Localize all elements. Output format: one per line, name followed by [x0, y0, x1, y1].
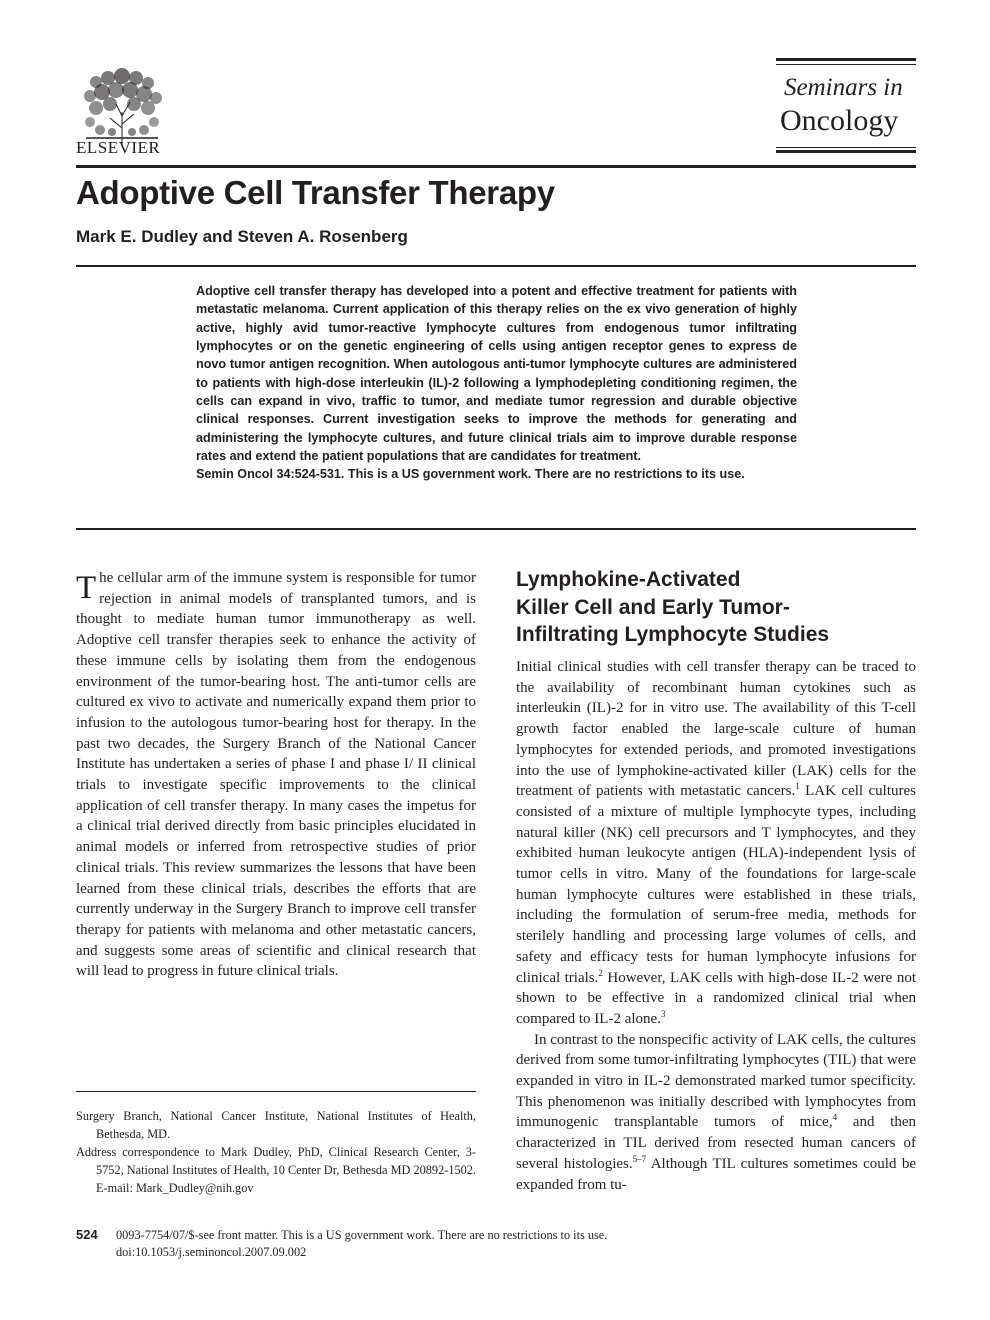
section-heading — [516, 566, 916, 649]
journal-name-line2: Oncology — [780, 104, 899, 137]
journal-name-line1: Seminars in — [784, 74, 903, 101]
abstract-top-rule — [76, 265, 916, 267]
paragraph-text: LAK cell cultures consisted of a mixture of multiple lymphocyte types, including natural killer (NK) cell precursors and T lymphocytes, and they exhibited human leukocyte antigen (HLA)-independent lysis of tumor cells in vitro. Many of the foundations for large-scale human lymphocyte cultures were established in these trials, including the formulation of serum-free media, methods for sterilely handling and processing large volumes of cells, and safety and efficacy tests for human lymphocyte infusions for clinical trials. — [516, 783, 916, 986]
paragraph-text: In contrast to the nonspecific activity of LAK cells, the cultures derived from some tumor-infiltrating lymphocytes (TIL) that were expanded in vitro in IL-2 demonstrated marked tumor specificity. This phenomenon was initially described with lymphocytes from immunogenic transplantable tumors of mice, — [516, 1031, 916, 1131]
correspondence-note: Address correspondence to Mark Dudley, PhD, Clinical Research Center, 3-5752, National Institutes of Health, 10 Center Dr, Bethesda MD 20892-1502. E-mail: Mark_Dudley@nih.gov — [76, 1145, 476, 1195]
page-number: 524 — [76, 1227, 98, 1242]
journal-masthead — [776, 58, 916, 154]
intro-paragraph — [76, 568, 476, 982]
abstract-citation: Semin Oncol 34:524-531. This is a US government work. There are no restrictions to its use. — [196, 467, 745, 482]
reference-link[interactable]: 4 — [832, 1112, 838, 1123]
reference-link[interactable]: 1 — [795, 781, 800, 792]
intro-column — [76, 568, 476, 982]
intro-text: he cellular arm of the immune system is responsible for tumor rejection in animal models of transplanted tumors, and is thought to mediate human tumor immunotherapy as well. Adoptive cell transfer therapies seek to enhance the activity of these immune cells by isolating them from the endogenous environment of the tumor-bearing host. The anti-tumor cells are cultured ex vivo to activate and numerically expand them prior to infusion to the autologous tumor-bearing host for therapy. In the past two decades, the Surgery Branch of the National Cancer Institute has undertaken a series of phase I and phase I/ II clinical trials to investigate specific improvements to the clinical application of cell transfer therapy. In many cases the impetus for a clinical trial derived directly from basic principles elucidated in animal models or inferred from retrospective studies of prior clinical trials. This review summarizes the lessons that have been learned from these clinical trials, describes the efforts that are currently underway in the Surgery Branch to improve cell transfer therapy for patients with melanoma and other metastatic cancers, and suggests some areas of scientific and clinical research that will lead to progress in future clinical trials. — [76, 570, 476, 980]
article-title: Adoptive Cell Transfer Therapy — [76, 174, 555, 211]
section-heading-line2: Killer Cell and Early Tumor- — [516, 595, 790, 619]
publisher-name: ELSEVIER — [76, 138, 161, 157]
affiliation-note: Surgery Branch, National Cancer Institute, National Institutes of Health, Bethesda, MD. — [76, 1109, 476, 1141]
abstract-text: Adoptive cell transfer therapy has developed into a potent and effective treatment for patients with metastatic melanoma. Current application of this therapy relies on the ex vivo generation of highly active, highly avid tumor-reactive lymphocyte cultures from endogenous tumor infiltrating lymphocytes or on the genetic engineering of cells using antigen receptor genes to express de novo tumor antigen recognition. When autologous anti-tumor lymphocyte cultures are administered to patients with high-dose interleukin (IL)-2 following a lymphodepleting conditioning regimen, the cells can expand in vivo, traffic to tumor, and mediate tumor regression and durable objective clinical responses. Current investigation seeks to improve the methods for generating and administering the lymphocyte cultures, and future clinical trials aim to improve durable response rates and extend the patient populations that are candidates for treatment. — [196, 284, 797, 464]
abstract-bottom-rule — [76, 528, 916, 530]
drop-cap: T — [76, 570, 97, 606]
section-heading-line3: Infiltrating Lymphocyte Studies — [516, 623, 830, 646]
section-heading-line1: Lymphokine-Activated — [516, 568, 741, 591]
paragraph-text: However, LAK cells with high-dose IL-2 were not shown to be effective in a randomized clinical trial when compared to IL-2 alone. — [516, 969, 916, 1027]
section-paragraph-2 — [516, 1030, 916, 1196]
abstract — [196, 282, 797, 484]
paragraph-text: Although TIL cultures sometimes could be expanded from tu- — [516, 1155, 916, 1193]
footnotes — [76, 1107, 476, 1197]
reference-link[interactable]: 3 — [660, 1008, 666, 1019]
section-paragraph-1 — [516, 657, 916, 1030]
reference-link[interactable]: 2 — [598, 967, 603, 978]
paragraph-text: and then characterized in TIL derived from resected human cancers of several histologies. — [516, 1114, 917, 1172]
copyright-line: 0093-7754/07/$-see front matter. This is a US government work. There are no restrictions to its use. — [116, 1228, 608, 1242]
doi-line[interactable]: doi:10.1053/j.seminoncol.2007.09.002 — [116, 1245, 307, 1259]
reference-link[interactable]: 5–7 — [632, 1153, 647, 1164]
footnote-rule — [76, 1091, 476, 1092]
section-body — [516, 657, 916, 1195]
article-authors: Mark E. Dudley and Steven A. Rosenberg — [76, 227, 408, 246]
paragraph-text: Initial clinical studies with cell transfer therapy can be traced to the availability of recombinant human cytokines such as interleukin (IL)-2 for in vitro use. The availability of this T-cell growth factor enabled the large-scale culture of human lymphocytes for extended periods, and promoted investigations into the use of lymphokine-activated killer (LAK) cells for the treatment of patients with metastatic cancers. — [516, 659, 916, 800]
header-rule — [76, 165, 916, 168]
